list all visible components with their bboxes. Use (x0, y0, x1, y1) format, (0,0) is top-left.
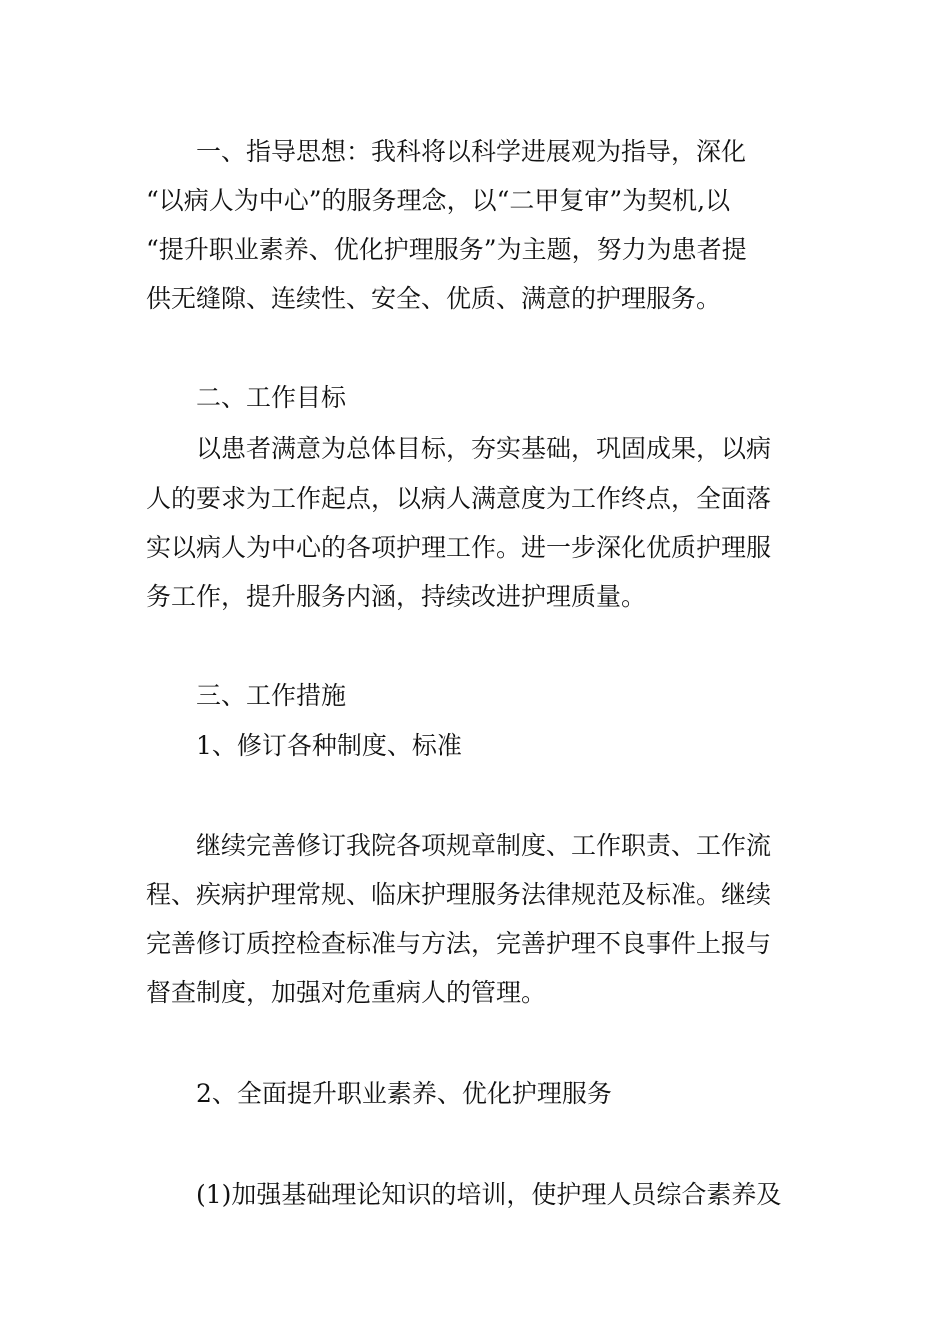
heading-work-measures: 三、工作措施 (196, 681, 347, 710)
paragraph-work-goals-line-4: 务工作，提升服务内涵，持续改进护理质量。 (146, 582, 647, 611)
paragraph-guiding-ideology-line-2: “以病人为中心”的服务理念，以“二甲复审”为契机,以 (146, 186, 731, 215)
item-1-paragraph-line-3: 完善修订质控检查标准与方法，完善护理不良事件上报与 (146, 929, 772, 958)
paragraph-work-goals-line-1: 以患者满意为总体目标，夯实基础，巩固成果，以病 (196, 434, 772, 463)
item-1-title: 1、修订各种制度、标准 (196, 731, 462, 760)
item-1-paragraph-line-2: 程、疾病护理常规、临床护理服务法律规范及标准。继续 (146, 880, 772, 909)
heading-work-goals: 二、工作目标 (196, 383, 347, 412)
item-1-paragraph-line-4: 督查制度，加强对危重病人的管理。 (146, 978, 547, 1007)
paragraph-guiding-ideology-line-3: “提升职业素养、优化护理服务”为主题，努力为患者提 (146, 235, 747, 264)
paragraph-work-goals-line-3: 实以病人为中心的各项护理工作。进一步深化优质护理服 (146, 533, 772, 562)
item-2-paragraph-line-1: (1)加强基础理论知识的培训，使护理人员综合素养及 (196, 1180, 782, 1209)
paragraph-work-goals-line-2: 人的要求为工作起点，以病人满意度为工作终点，全面落 (146, 484, 772, 513)
item-1-paragraph-line-1: 继续完善修订我院各项规章制度、工作职责、工作流 (196, 831, 772, 860)
item-2-title: 2、全面提升职业素养、优化护理服务 (196, 1079, 612, 1108)
paragraph-guiding-ideology-line-4: 供无缝隙、连续性、安全、优质、满意的护理服务。 (146, 284, 722, 313)
paragraph-guiding-ideology-line-1: 一、指导思想：我科将以科学进展观为指导，深化 (196, 137, 747, 166)
